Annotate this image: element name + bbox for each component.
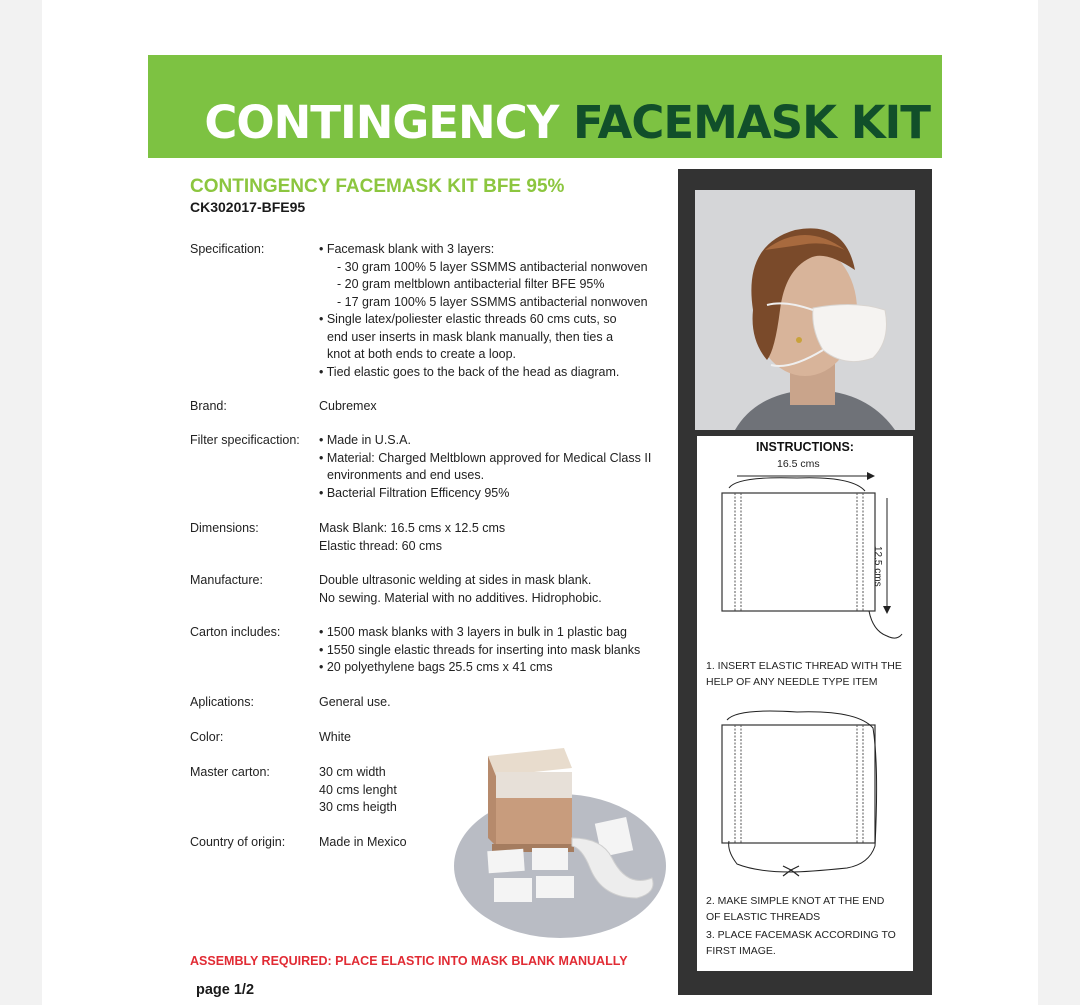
spec-line: 30 cms heigth [319, 800, 397, 814]
height-dimension-label: 12.5 cms [872, 546, 883, 587]
spec-label: Dimensions: [190, 521, 259, 535]
banner-title-part2: FACEMASK KIT [572, 96, 930, 149]
instructions-box [697, 436, 913, 971]
mask-blank-1 [722, 493, 875, 611]
spec-line: Cubremex [319, 399, 377, 413]
spec-line: 30 cm width [319, 765, 386, 779]
banner-title-part1: CONTINGENCY [204, 96, 573, 149]
knot-icon [783, 866, 799, 876]
spec-label: Brand: [190, 399, 227, 413]
spec-line: • Made in U.S.A. [319, 433, 411, 447]
spec-line: - 30 gram 100% 5 layer SSMMS antibacterial nonwoven [337, 259, 648, 274]
header-banner [148, 55, 942, 158]
spec-label: Manufacture: [190, 573, 263, 587]
spec-line: Made in Mexico [319, 835, 407, 849]
spec-value [319, 694, 391, 712]
spec-line: Double ultrasonic welding at sides in mask blank. [319, 573, 592, 587]
spec-line: White [319, 730, 351, 744]
carton-photo [452, 738, 668, 938]
spec-line: • 1500 mask blanks with 3 layers in bulk in 1 plastic bag [319, 625, 628, 639]
spec-line: knot at both ends to create a loop. [327, 347, 517, 361]
instruction-diagrams [697, 436, 913, 971]
instructions-title: INSTRUCTIONS: [756, 440, 854, 454]
mask-blank-2 [722, 725, 875, 843]
spec-line: General use. [319, 695, 391, 709]
spec-value [319, 398, 377, 416]
step-line: 3. PLACE FACEMASK ACCORDING TO [706, 929, 896, 941]
step-line: OF ELASTIC THREADS [706, 911, 821, 923]
elastic-thread-1 [729, 478, 865, 491]
elastic-thread-2 [727, 711, 877, 872]
step-line: HELP OF ANY NEEDLE TYPE ITEM [706, 676, 878, 688]
spec-value [319, 834, 407, 852]
width-arrow-head [867, 472, 875, 480]
assembly-warning: ASSEMBLY REQUIRED: PLACE ELASTIC INTO MASK BLANK MANUALLY [190, 954, 628, 968]
height-arrow-head [883, 606, 891, 614]
spec-line: - 20 gram meltblown antibacterial filter BFE 95% [337, 277, 605, 291]
spec-value [319, 432, 651, 502]
spec-label: Master carton: [190, 765, 270, 779]
spec-label: Color: [190, 730, 224, 744]
spec-line: • 1550 single elastic threads for inserting into mask blanks [319, 642, 641, 657]
spec-value [319, 572, 602, 607]
instruction-step-3 [706, 927, 911, 959]
product-title: CONTINGENCY FACEMASK KIT BFE 95% [190, 176, 565, 197]
spec-label: Aplications: [190, 695, 254, 709]
spec-value [319, 241, 648, 381]
spec-value [319, 764, 397, 817]
spec-value [319, 520, 505, 555]
spec-line: No sewing. Material with no additives. Hidrophobic. [319, 590, 602, 605]
instruction-step-1 [706, 658, 911, 690]
spec-line: • 20 polyethylene bags 25.5 cms x 41 cms [319, 660, 553, 674]
spec-line: - 17 gram 100% 5 layer SSMMS antibacterial nonwoven [337, 294, 648, 309]
model-wearing-mask-photo [695, 190, 915, 430]
spec-line: • Single latex/poliester elastic threads 60 cms cuts, so [319, 312, 617, 326]
spec-label: Specification: [190, 242, 265, 256]
banner-title [204, 97, 930, 149]
spec-line: • Facemask blank with 3 layers: [319, 242, 495, 256]
step-line: FIRST IMAGE. [706, 945, 776, 957]
model-photo-illustration [695, 190, 915, 430]
spec-line: • Material: Charged Meltblown approved for Medical Class II [319, 450, 652, 465]
spec-value [319, 624, 640, 677]
instruction-step-2 [706, 893, 911, 925]
spec-line: Mask Blank: 16.5 cms x 12.5 cms [319, 521, 506, 535]
spec-line: environments and end uses. [327, 468, 485, 482]
step-line: 1. INSERT ELASTIC THREAD WITH THE [706, 660, 902, 672]
spec-label: Carton includes: [190, 625, 281, 639]
spec-line: end user inserts in mask blank manually, then ties a [327, 329, 614, 344]
width-dimension-label: 16.5 cms [777, 458, 820, 470]
spec-line: Elastic thread: 60 cms [319, 538, 442, 553]
spec-label: Country of origin: [190, 835, 286, 849]
spec-label: Filter specificaction: [190, 433, 300, 447]
product-code: CK302017-BFE95 [190, 199, 306, 215]
spec-line: • Bacterial Filtration Efficency 95% [319, 485, 510, 500]
spec-value [319, 729, 351, 747]
step-line: 2. MAKE SIMPLE KNOT AT THE END [706, 895, 885, 907]
spec-line: 40 cms lenght [319, 782, 397, 797]
spec-line: • Tied elastic goes to the back of the head as diagram. [319, 364, 620, 379]
page-number: page 1/2 [196, 982, 255, 998]
